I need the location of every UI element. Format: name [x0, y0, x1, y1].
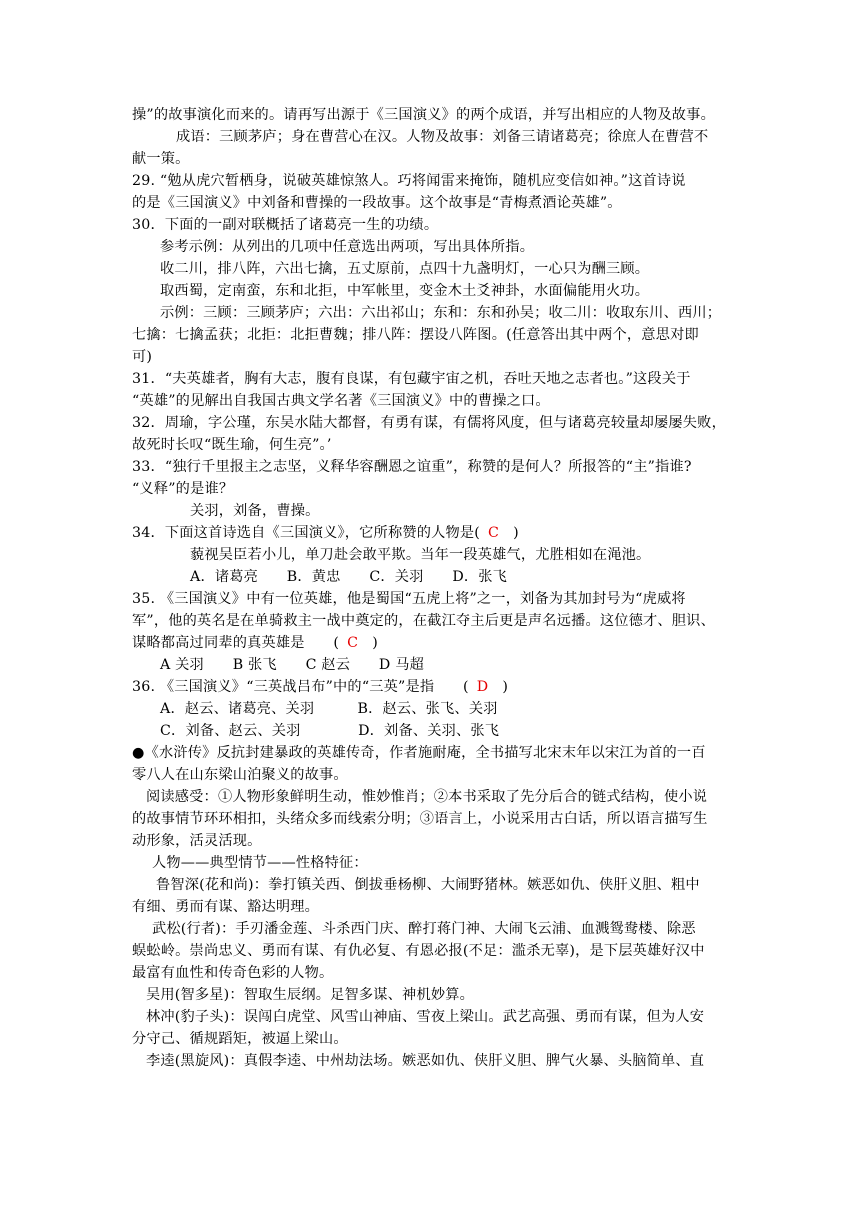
question-text: 36. 《三国演义》“三英战吕布”中的“三英”是指 (: [132, 679, 469, 695]
question-line: [132, 633, 378, 653]
text-line: 可): [132, 349, 153, 365]
section-heading: ●《水浒传》反抗封建暴政的英雄传奇，作者施耐庵，全书描写北宋末年以宋江为首的一百: [132, 745, 706, 761]
text-line: 蜈蚣岭。崇尚忠义、勇而有谋、有仇必复、有恩必报(不足：滥杀无辜)，是下层英雄好汉中: [132, 943, 705, 959]
text-line: 有细、勇而有谋、豁达明理。: [132, 899, 320, 915]
options-line: A 关羽 B 张飞 C 赵云 D 马超: [160, 657, 424, 673]
text-line: 鲁智深(花和尚)：拳打镇关西、倒拔垂杨柳、大闹野猪林。嫉恶如仇、侠肝义胆、粗中: [156, 877, 700, 893]
question-text: 谋略都高过同辈的真英雄是 (: [132, 635, 340, 651]
text-line: 的是《三国演义》中刘备和曹操的一段故事。这个故事是“青梅煮酒论英雄”。: [132, 195, 622, 211]
answer-choice: C: [488, 525, 500, 541]
question-close: ): [513, 525, 519, 541]
text-line: 成语：三顾茅庐；身在曹营心在汉。人物及故事：刘备三请诸葛亮；徐庶人在曹营不: [176, 129, 709, 145]
text-line: 收二川，排八阵，六出七擒，五丈原前，点四十九盏明灯，一心只为酬三顾。: [160, 261, 650, 277]
question-close: ): [502, 679, 509, 695]
text-line: 29. “勉从虎穴暂栖身，说破英雄惊煞人。巧将闻雷来掩饰，随机应变信如神。”这首诗说: [132, 173, 686, 189]
text-line: 军”，他的英名是在单骑救主一战中奠定的，在截江夺主后更是声名远播。这位德才、胆识、: [132, 613, 715, 629]
text-line: 献一策。: [132, 151, 190, 167]
text-line: “义释”的是谁？: [132, 481, 234, 497]
question-line: [132, 677, 508, 697]
text-line: 动形象，活灵活现。: [132, 833, 262, 849]
text-line: 最富有血性和传奇色彩的人物。: [132, 965, 334, 981]
text-line: 参考示例：从列出的几项中任意选出两项，写出具体所指。: [160, 239, 535, 255]
text-line: 取西蜀，定南蛮，东和北拒，中军帐里，变金木土爻神卦，水面偏能用火功。: [160, 283, 650, 299]
text-line: 分守己、循规蹈矩，被逼上梁山。: [132, 1031, 348, 1047]
question-close: ): [372, 635, 378, 651]
text-line: 的故事情节环环相扣，头绪众多而线索分明；③语言上，小说采用古白话，所以语言描写生: [132, 811, 708, 827]
text-line: 阅读感受：①人物形象鲜明生动，惟妙惟肖；②本书采取了先分后合的链式结构，使小说: [146, 789, 708, 805]
answer-choice: C: [347, 635, 359, 651]
text-line: 吴用(智多星)：智取生辰纲。足智多谋、神机妙算。: [146, 987, 474, 1003]
options-line: A．诸葛亮 B．黄忠 C．关羽 D．张飞: [190, 569, 508, 585]
question-line: [132, 523, 519, 543]
text-line: 33．“独行千里报主之志坚，义释华容酬恩之谊重”，称赞的是何人？所报答的“主”指谁?: [132, 459, 692, 475]
text-line: 零八人在山东梁山泊聚义的故事。: [132, 767, 348, 783]
text-line: 故死时长叹“既生瑜，何生亮”。’: [132, 437, 332, 453]
options-line: A．赵云、诸葛亮、关羽 B．赵云、张飞、关羽: [160, 701, 498, 717]
text-line: 七擒：七擒孟获；北拒：北拒曹魏；排八阵：摆设八阵图。(任意答出其中两个，意思对即: [132, 327, 699, 343]
text-line: 30．下面的一副对联概括了诸葛亮一生的功绩。: [132, 217, 439, 233]
options-line: C．刘备、赵云、关羽 D．刘备、关羽、张飞: [160, 723, 500, 739]
text-line: 示例：三顾：三顾茅庐；六出：六出祁山；东和：东和孙吴；收二川：收取东川、西川；: [160, 305, 722, 321]
text-line: 31．“夫英雄者，胸有大志，腹有良谋，有包藏宇宙之机，吞吐天地之志者也。”这段关于: [132, 371, 691, 387]
text-line: 操”的故事演化而来的。请再写出源于《三国演义》的两个成语，并写出相应的人物及故事。: [132, 107, 715, 123]
text-line: “英雄”的见解出自我国古典文学名著《三国演义》中的曹操之口。: [132, 393, 550, 409]
question-text: 34．下面这首诗选自《三国演义》，它所称赞的人物是(: [132, 525, 481, 541]
answer-choice: D: [476, 679, 489, 695]
text-line: 李逵(黑旋风)：真假李逵、中州劫法场。嫉恶如仇、侠肝义胆、脾气火暴、头脑简单、直: [146, 1053, 705, 1069]
text-line: 人物——典型情节——性格特征：: [152, 855, 368, 871]
text-line: 藐视吴臣若小儿，单刀赴会敢平欺。当年一段英雄气，尤胜相如在渑池。: [190, 547, 651, 563]
text-line: 32．周瑜，字公瑾，东吴水陆大都督，有勇有谋，有儒将风度，但与诸葛亮较量却屡屡失败，: [132, 415, 726, 431]
text-line: 林冲(豹子头)：误闯白虎堂、风雪山神庙、雪夜上梁山。武艺高强、勇而有谋，但为人安: [146, 1009, 705, 1025]
text-line: 武松(行者)：手刃潘金莲、斗杀西门庆、醉打蒋门神、大闹飞云浦、血溅鸳鸯楼、除恶: [152, 921, 696, 937]
answer-line: 关羽，刘备，曹操。: [190, 503, 320, 519]
text-line: 35. 《三国演义》中有一位英雄，他是蜀国“五虎上将”之一，刘备为其加封号为“虎威将: [132, 591, 686, 607]
